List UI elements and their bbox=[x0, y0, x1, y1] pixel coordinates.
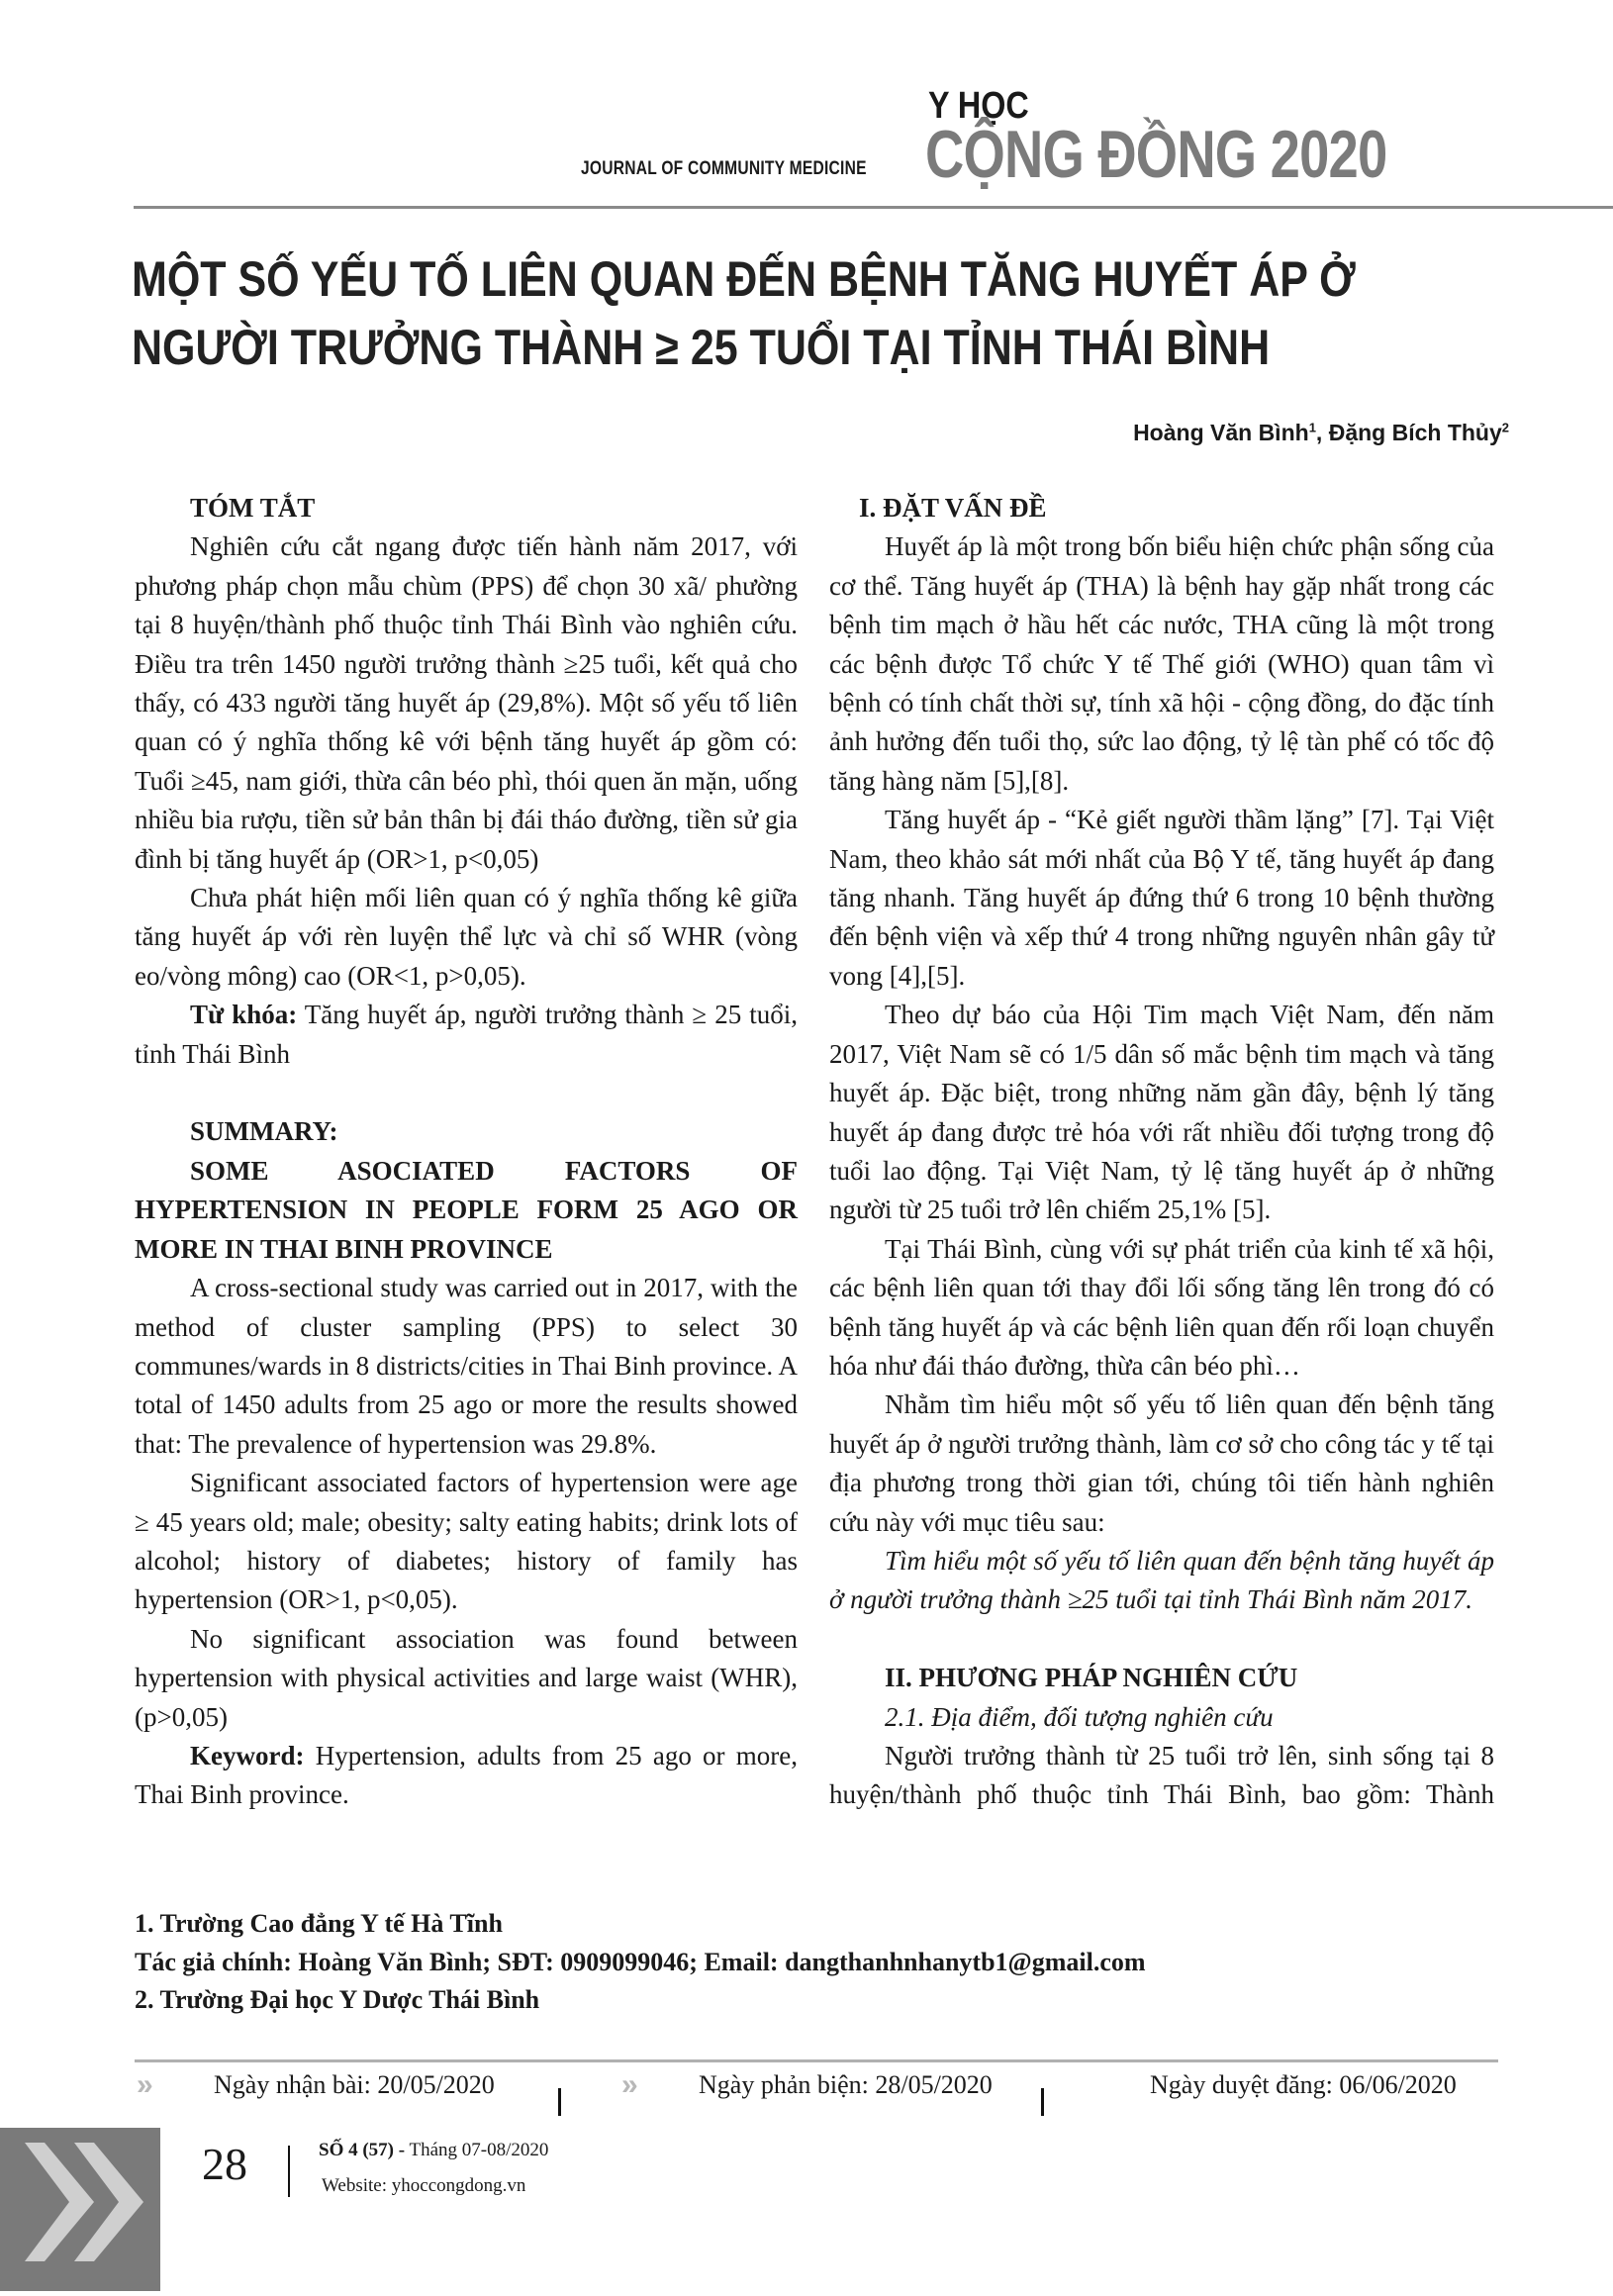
intro-p4: Tại Thái Bình, cùng với sự phát triển của kinh tế xã hội, các bệnh liên quan tới thay đổi lối sống tăng lên trong đó có bệnh tăng huyết áp và các bệnh liên quan đến rối loạn chuyển hóa như đái tháo đường, thừa cân béo phì… bbox=[829, 1233, 1494, 1381]
summary-heading: SUMMARY: bbox=[190, 1116, 338, 1147]
journal-english-name: JOURNAL OF COMMUNITY MEDICINE bbox=[581, 158, 867, 179]
header-divider bbox=[134, 206, 1613, 209]
article-title-line-2: NGƯỜI TRƯỞNG THÀNH ≥ 25 TUỔI TẠI TỈNH THÁI BÌNH bbox=[132, 320, 1271, 375]
methods-p1: Người trưởng thành từ 25 tuổi trở lên, sinh sống tại 8 huyện/thành phố thuộc tỉnh Thái Bình, bao gồm: Thành bbox=[829, 1740, 1494, 1810]
intro-p5: Nhằm tìm hiểu một số yếu tố liên quan đến bệnh tăng huyết áp ở người trưởng thành, làm cơ sở cho công tác y tế tại địa phương trong thời gian tới, chúng tôi tiến hành nghiên cứu này với mục tiêu sau: bbox=[829, 1389, 1494, 1537]
affiliation-1: 1. Trường Cao đẳng Y tế Hà Tĩnh bbox=[135, 1909, 503, 1938]
date-separator bbox=[558, 2088, 561, 2116]
date-separator bbox=[1041, 2088, 1044, 2116]
affiliation-2: 2. Trường Đại học Y Dược Thái Bình bbox=[135, 1985, 540, 2014]
right-column bbox=[829, 489, 1494, 1815]
corresponding-author: Tác giả chính: Hoàng Văn Bình; SĐT: 0909099046; Email: dangthanhnhanytb1@gmail.com bbox=[135, 1948, 1146, 1976]
issue-months: Tháng 07-08/2020 bbox=[405, 2140, 549, 2160]
abstract-vi-p2: Chưa phát hiện mối liên quan có ý nghĩa thống kê giữa tăng huyết áp với rèn luyện thể lực và chỉ số WHR (vòng eo/vòng mông) cao (OR<1, p>0,05). bbox=[135, 883, 798, 991]
double-chevron-icon bbox=[0, 2128, 160, 2291]
double-chevron-icon: » bbox=[137, 2068, 153, 2101]
summary-keywords bbox=[135, 1737, 798, 1815]
summary-p2: Significant associated factors of hypertension were age ≥ 45 years old; male; obesity; salty eating habits; drink lots of alcohol; history of diabetes; history of family has hypertension (OR>1, p<0,05). bbox=[135, 1468, 798, 1615]
author-1-affiliation: 1 bbox=[1308, 420, 1316, 435]
abstract-vi-p1: Nghiên cứu cắt ngang được tiến hành năm 2017, với phương pháp chọn mẫu chùm (PPS) để chọn 30 xã/ phường tại 8 huyện/thành phố thuộc tỉnh Thái Bình vào nghiên cứu. Điều tra trên 1450 người trưởng thành ≥25 tuổi, kết quả cho thấy, có 433 người tăng huyết áp (29,8%). Một số yếu tố liên quan có ý nghĩa thống kê với bệnh tăng huyết áp gồm có: Tuổi ≥45, nam giới, thừa cân béo phì, thói quen ăn mặn, uống nhiều bia rượu, tiền sử bản thân bị đái tháo đường, tiền sử gia đình bị tăng huyết áp (OR>1, p<0,05) bbox=[135, 531, 798, 874]
issue-number: SỐ 4 (57) - bbox=[319, 2140, 406, 2160]
issue-info bbox=[319, 2140, 548, 2161]
summary-p3: No significant association was found between hypertension with physical activities and large waist (WHR), (p>0,05) bbox=[135, 1623, 798, 1732]
page-number: 28 bbox=[202, 2139, 247, 2189]
double-chevron-icon: » bbox=[621, 2068, 638, 2101]
keywords-text: Tăng huyết áp, người trưởng thành ≥ 25 tuổi, tỉnh Thái Bình bbox=[135, 1000, 798, 1069]
keyword-text: Hypertension, adults from 25 ago or more, Thai Binh province. bbox=[135, 1740, 798, 1810]
website: Website: yhoccongdong.vn bbox=[322, 2175, 526, 2196]
date-received: Ngày nhận bài: 20/05/2020 bbox=[214, 2070, 495, 2099]
study-objective: Tìm hiểu một số yếu tố liên quan đến bệnh tăng huyết áp ở người trưởng thành ≥25 tuổi tại tỉnh Thái Bình năm 2017. bbox=[829, 1545, 1494, 1615]
intro-heading: I. ĐẶT VẤN ĐỀ bbox=[859, 493, 1047, 523]
abstract-vi-heading: TÓM TẮT bbox=[190, 493, 316, 523]
brand-top: Y HỌC bbox=[928, 85, 1029, 127]
author-2: Đặng Bích Thủy bbox=[1328, 420, 1502, 445]
footer-separator bbox=[288, 2146, 290, 2197]
summary-p1: A cross-sectional study was carried out in 2017, with the method of cluster sampling (PPS) to select 30 communes/wards in 8 districts/cities in Thai Binh province. A total of 1450 adults from 25 ago or more the results showed that: The prevalence of hypertension was 29.8%. bbox=[135, 1273, 798, 1459]
brand-main: CỘNG ĐỒNG 2020 bbox=[925, 117, 1387, 192]
intro-p1: Huyết áp là một trong bốn biểu hiện chức phận sống của cơ thể. Tăng huyết áp (THA) là bệnh hay gặp nhất trong các bệnh tim mạch ở hầu hết các nước, THA cũng là một trong các bệnh được Tổ chức Y tế Thế giới (WHO) quan tâm vì bệnh có tính chất thời sự, tính xã hội - cộng đồng, do đặc tính ảnh hưởng đến tuổi thọ, sức lao động, tỷ lệ tàn phế có tốc độ tăng hàng năm [5],[8]. bbox=[829, 531, 1494, 796]
keyword-label: Keyword: bbox=[190, 1740, 305, 1770]
abstract-vi-keywords bbox=[135, 996, 798, 1074]
keywords-label: Từ khóa: bbox=[190, 1000, 298, 1030]
author-1: Hoàng Văn Bình bbox=[1133, 420, 1309, 445]
article-title-line-1: MỘT SỐ YẾU TỐ LIÊN QUAN ĐẾN BỆNH TĂNG HUYẾT ÁP Ở bbox=[132, 251, 1356, 307]
summary-title: SOME ASOCIATED FACTORS OF HYPERTENSION IN PEOPLE FORM 25 AGO OR MORE IN THAI BINH PROVINCE bbox=[135, 1155, 798, 1264]
intro-p2: Tăng huyết áp - “Kẻ giết người thầm lặng” [7]. Tại Việt Nam, theo khảo sát mới nhất của Bộ Y tế, tăng huyết áp đang tăng nhanh. Tăng huyết áp đứng thứ 6 trong 10 bệnh thường đến bệnh viện và xếp thứ 4 trong những nguyên nhân gây tử vong [4],[5]. bbox=[829, 805, 1494, 991]
methods-heading: II. PHƯƠNG PHÁP NGHIÊN CỨU bbox=[885, 1663, 1298, 1693]
date-accepted: Ngày duyệt đăng: 06/06/2020 bbox=[1150, 2070, 1457, 2099]
left-column bbox=[135, 489, 798, 1815]
footer-divider bbox=[135, 2059, 1498, 2062]
intro-p3: Theo dự báo của Hội Tim mạch Việt Nam, đến năm 2017, Việt Nam sẽ có 1/5 dân số mắc bệnh tim mạch và tăng huyết áp. Đặc biệt, trong những năm gần đây, bệnh lý tăng huyết áp đang được trẻ hóa với rất nhiều đối tượng trong độ tuổi lao động. Tại Việt Nam, tỷ lệ tăng huyết áp ở những người từ 25 tuổi trở lên chiếm 25,1% [5]. bbox=[829, 1000, 1494, 1225]
author-2-affiliation: 2 bbox=[1501, 420, 1509, 435]
page-side-tab bbox=[0, 2128, 160, 2291]
methods-subheading: 2.1. Địa điểm, đối tượng nghiên cứu bbox=[885, 1701, 1274, 1732]
date-reviewed: Ngày phản biện: 28/05/2020 bbox=[699, 2070, 993, 2099]
authors bbox=[1133, 420, 1509, 446]
author-separator: , bbox=[1315, 420, 1329, 445]
